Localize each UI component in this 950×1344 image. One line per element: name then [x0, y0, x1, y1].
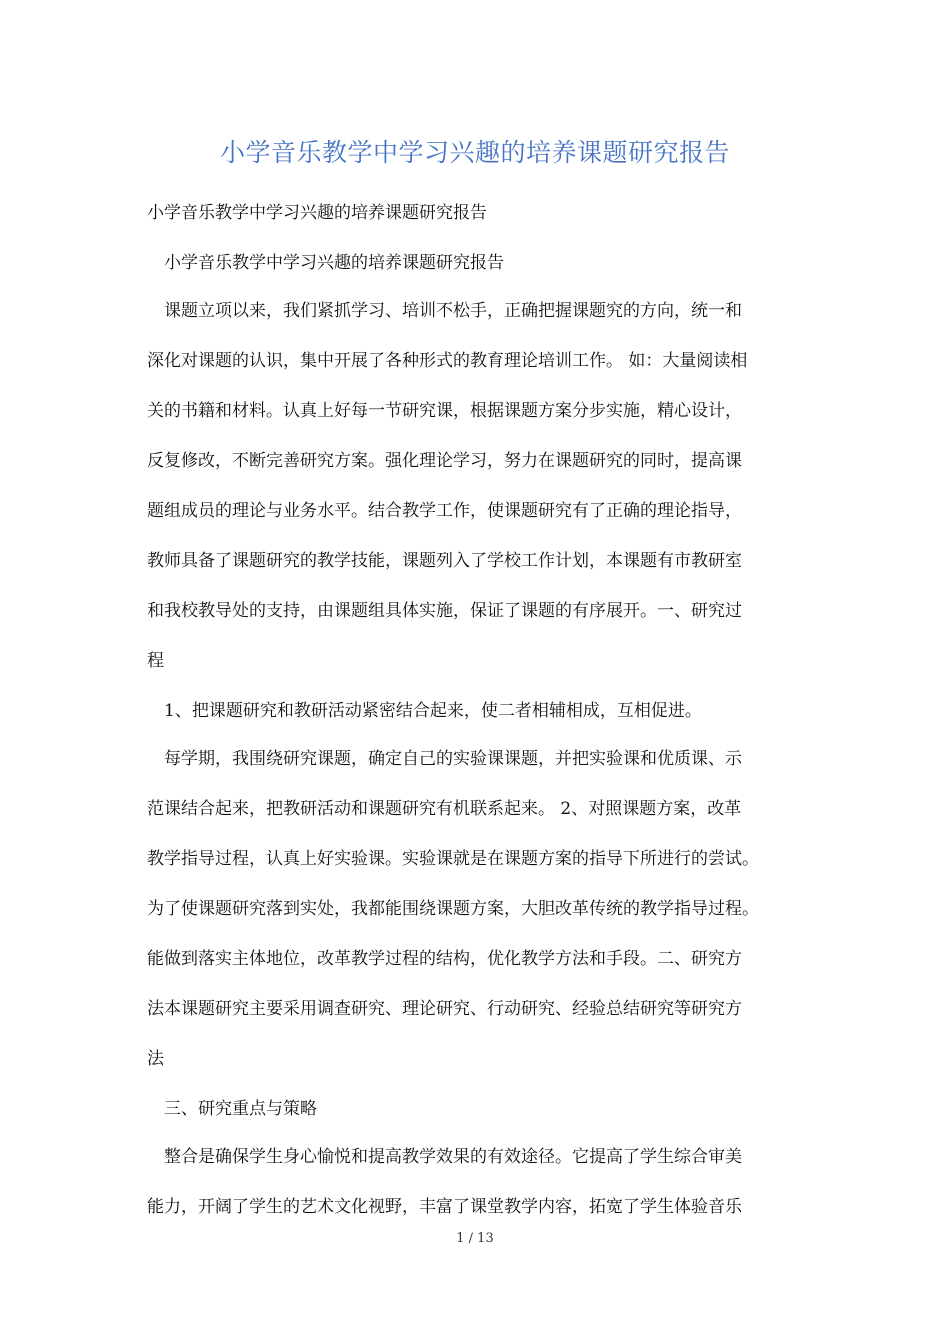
body-line: 关的书籍和材料。认真上好每一节研究课，根据课题方案分步实施，精心设计， — [147, 401, 742, 421]
body-line: 范课结合起来，把教研活动和课题研究有机联系起来。 2、对照课题方案，改革 — [147, 799, 742, 819]
body-line: 题组成员的理论与业务水平。结合教学工作，使课题研究有了正确的理论指导， — [147, 501, 742, 521]
body-line: 法 — [147, 1049, 164, 1069]
body-line: 每学期，我围绕研究课题，确定自己的实验课课题，并把实验课和优质课、示 — [164, 749, 742, 769]
body-line: 能做到落实主体地位，改革教学过程的结构，优化教学方法和手段。二、研究方 — [147, 949, 742, 969]
body-line: 为了使课题研究落到实处，我都能围绕课题方案，大胆改革传统的教学指导过程。 — [147, 899, 759, 919]
body-line: 课题立项以来，我们紧抓学习、培训不松手，正确把握课题究的方向，统一和 — [164, 301, 742, 321]
body-line: 整合是确保学生身心愉悦和提高教学效果的有效途径。它提高了学生综合审美 — [164, 1147, 742, 1167]
body-line: 教学指导过程，认真上好实验课。实验课就是在课题方案的指导下所进行的尝试。 — [147, 849, 759, 869]
body-line: 小学音乐教学中学习兴趣的培养课题研究报告 — [164, 253, 504, 273]
body-line: 反复修改，不断完善研究方案。强化理论学习，努力在课题研究的同时，提高课 — [147, 451, 742, 471]
body-line: 三、研究重点与策略 — [164, 1099, 317, 1119]
body-line: 能力，开阔了学生的艺术文化视野，丰富了课堂教学内容，拓宽了学生体验音乐 — [147, 1197, 742, 1217]
document-title: 小学音乐教学中学习兴趣的培养课题研究报告 — [219, 138, 730, 167]
page-indicator: 1 / 13 — [456, 1231, 494, 1246]
body-line: 小学音乐教学中学习兴趣的培养课题研究报告 — [147, 203, 487, 223]
body-line: 教师具备了课题研究的教学技能，课题列入了学校工作计划，本课题有市教研室 — [147, 551, 742, 571]
body-line: 法本课题研究主要采用调查研究、理论研究、行动研究、经验总结研究等研究方 — [147, 999, 742, 1019]
body-line: 1、把课题研究和教研活动紧密结合起来，使二者相辅相成，互相促进。 — [164, 701, 702, 721]
body-line: 程 — [147, 651, 164, 671]
body-line: 深化对课题的认识，集中开展了各种形式的教育理论培训工作。 如：大量阅读相 — [147, 351, 748, 371]
body-line: 和我校教导处的支持，由课题组具体实施，保证了课题的有序展开。一、研究过 — [147, 601, 742, 621]
